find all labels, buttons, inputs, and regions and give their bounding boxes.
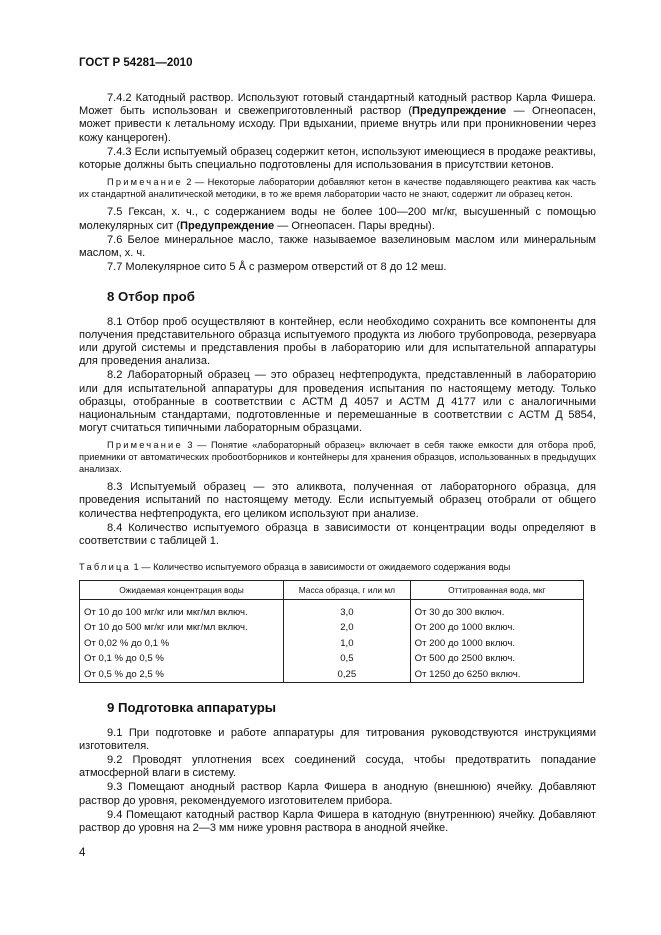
cell-concentration: От 0,5 % до 2,5 % <box>80 667 284 683</box>
table-1-caption: Таблица 1 — Количество испытуемого образца в зависимости от ожидаемого содержания воды <box>79 562 511 573</box>
document-body <box>79 92 596 836</box>
cell-water: От 200 до 1000 включ. <box>410 636 583 652</box>
cell-concentration: От 10 до 100 мг/кг или мкг/мл включ. <box>80 600 284 620</box>
paragraph-9-2: 9.2 Проводят уплотнения всех соединений сосуда, чтобы предотвратить попадание атмосферной влаги в систему. <box>79 754 596 780</box>
note-3: Примечание 3 — Понятие «лабораторный образец» включает в себя также емкости для отбора проб, приемники от автоматических пробоотборников и контейнеры для хранения образцов, использованных в предыдущих анализах. <box>79 440 596 474</box>
table-row <box>80 636 584 652</box>
header-titrated-water: Оттитрованная вода, мкг <box>410 581 583 600</box>
cell-concentration: От 0,1 % до 0,5 % <box>80 651 284 667</box>
page-number: 4 <box>79 847 86 859</box>
cell-mass: 2,0 <box>284 620 410 636</box>
paragraph-7-7: 7.7 Молекулярное сито 5 Å с размером отверстий от 8 до 12 меш. <box>107 261 447 274</box>
cell-water: От 500 до 2500 включ. <box>410 651 583 667</box>
cell-mass: 0,5 <box>284 651 410 667</box>
table-row <box>80 651 584 667</box>
table-1 <box>79 580 584 683</box>
table-header-row <box>80 581 584 600</box>
standard-header: ГОСТ Р 54281—2010 <box>79 57 193 69</box>
cell-mass: 0,25 <box>284 667 410 683</box>
cell-water: От 200 до 1000 включ. <box>410 620 583 636</box>
table-row <box>80 667 584 683</box>
cell-mass: 3,0 <box>284 600 410 620</box>
paragraph-8-2: 8.2 Лабораторный образец — это образец нефтепродукта, представленный в лабораторию или для испытательной аппаратуры для проведения испытания по настоящему методу. Только образцы, отобранные в соответствии с АСТМ Д 4057 и АСТМ Д 4177 или с аналогичными национальным стандартами, подготовленные и перемешанные в соответствии с АСТМ Д 5854, могут считаться типичными лабораторным образцами. <box>79 369 596 435</box>
header-concentration: Ожидаемая концентрация воды <box>80 581 284 600</box>
paragraph-7-4-3: 7.4.3 Если испытуемый образец содержит кетон, используют имеющиеся в продаже реактивы, которые должны быть специально подготовлены для использования в присутствии кетонов. <box>79 145 596 172</box>
paragraph-7-6: 7.6 Белое минеральное масло, также называемое вазелиновым маслом или минеральным маслом, х. ч. <box>79 233 596 260</box>
table-row <box>80 620 584 636</box>
paragraph-8-3: 8.3 Испытуемый образец — это аликвота, полученная от лабораторного образца, для проведения испытаний по настоящему методу. Если испытуемый образец отобрали от общего количества нефтепродукта, его целиком используют при анализе. <box>79 481 596 520</box>
header-sample-mass: Масса образца, г или мл <box>284 581 410 600</box>
paragraph-8-4: 8.4 Количество испытуемого образца в зависимости от концентрации воды определяют в соответствии с таблицей 1. <box>79 521 596 548</box>
cell-mass: 1,0 <box>284 636 410 652</box>
paragraph-9-3: 9.3 Помещают анодный раствор Карла Фишера в анодную (внешнюю) ячейку. Добавляют раствор до уровня, рекомендуемого изготовителем прибора. <box>79 781 596 807</box>
paragraph-9-1: 9.1 При подготовке и работе аппаратуры для титрования руководствуются инструкциями изготовителя. <box>79 726 596 752</box>
cell-concentration: От 0,02 % до 0,1 % <box>80 636 284 652</box>
paragraph-9-4: 9.4 Помещают катодный раствор Карла Фишера в катодную (внутреннюю) ячейку. Добавляют раствор до уровня на 2—3 мм ниже уровня раствора в анодной ячейке. <box>79 808 596 835</box>
section-8-title: 8 Отбор проб <box>107 289 195 305</box>
section-9-title: 9 Подготовка аппаратуры <box>107 700 277 716</box>
cell-concentration: От 10 до 500 мг/кг или мкг/мл включ. <box>80 620 284 636</box>
paragraph-7-4-2: 7.4.2 Катодный раствор. Используют готовый стандартный катодный раствор Карла Фишера. Может быть использован и свежеприготовленный раствор (Предупреждение — Огнеопасен, может привести к летальному исходу. При вдыхании, приеме внутрь или при проникновении через кожу канцероген). <box>79 92 596 144</box>
cell-water: От 30 до 300 включ. <box>410 600 583 620</box>
table-row <box>80 600 584 620</box>
note-2: Примечание 2 — Некоторые лаборатории добавляют кетон в качестве подавляющего реактива как часть их стандартной аналитической методики, в то же время лаборатории часто не знают, содержит ли образец кетон. <box>79 177 596 199</box>
paragraph-8-1: 8.1 Отбор проб осуществляют в контейнер, если необходимо сохранить все компоненты для получения представительного образца испытуемого продукта из любого трубопровода, резервуара или другой системы и представления пробы в лабораторию или для испытательной аппаратуры для проведения анализа. <box>79 315 596 368</box>
cell-water: От 1250 до 6250 включ. <box>410 667 583 683</box>
paragraph-7-5: 7.5 Гексан, х. ч., с содержанием воды не более 100—200 мг/кг, высушенный с помощью молекулярных сит (Предупреждение — Огнеопасен. Пары вредны). <box>79 206 596 232</box>
